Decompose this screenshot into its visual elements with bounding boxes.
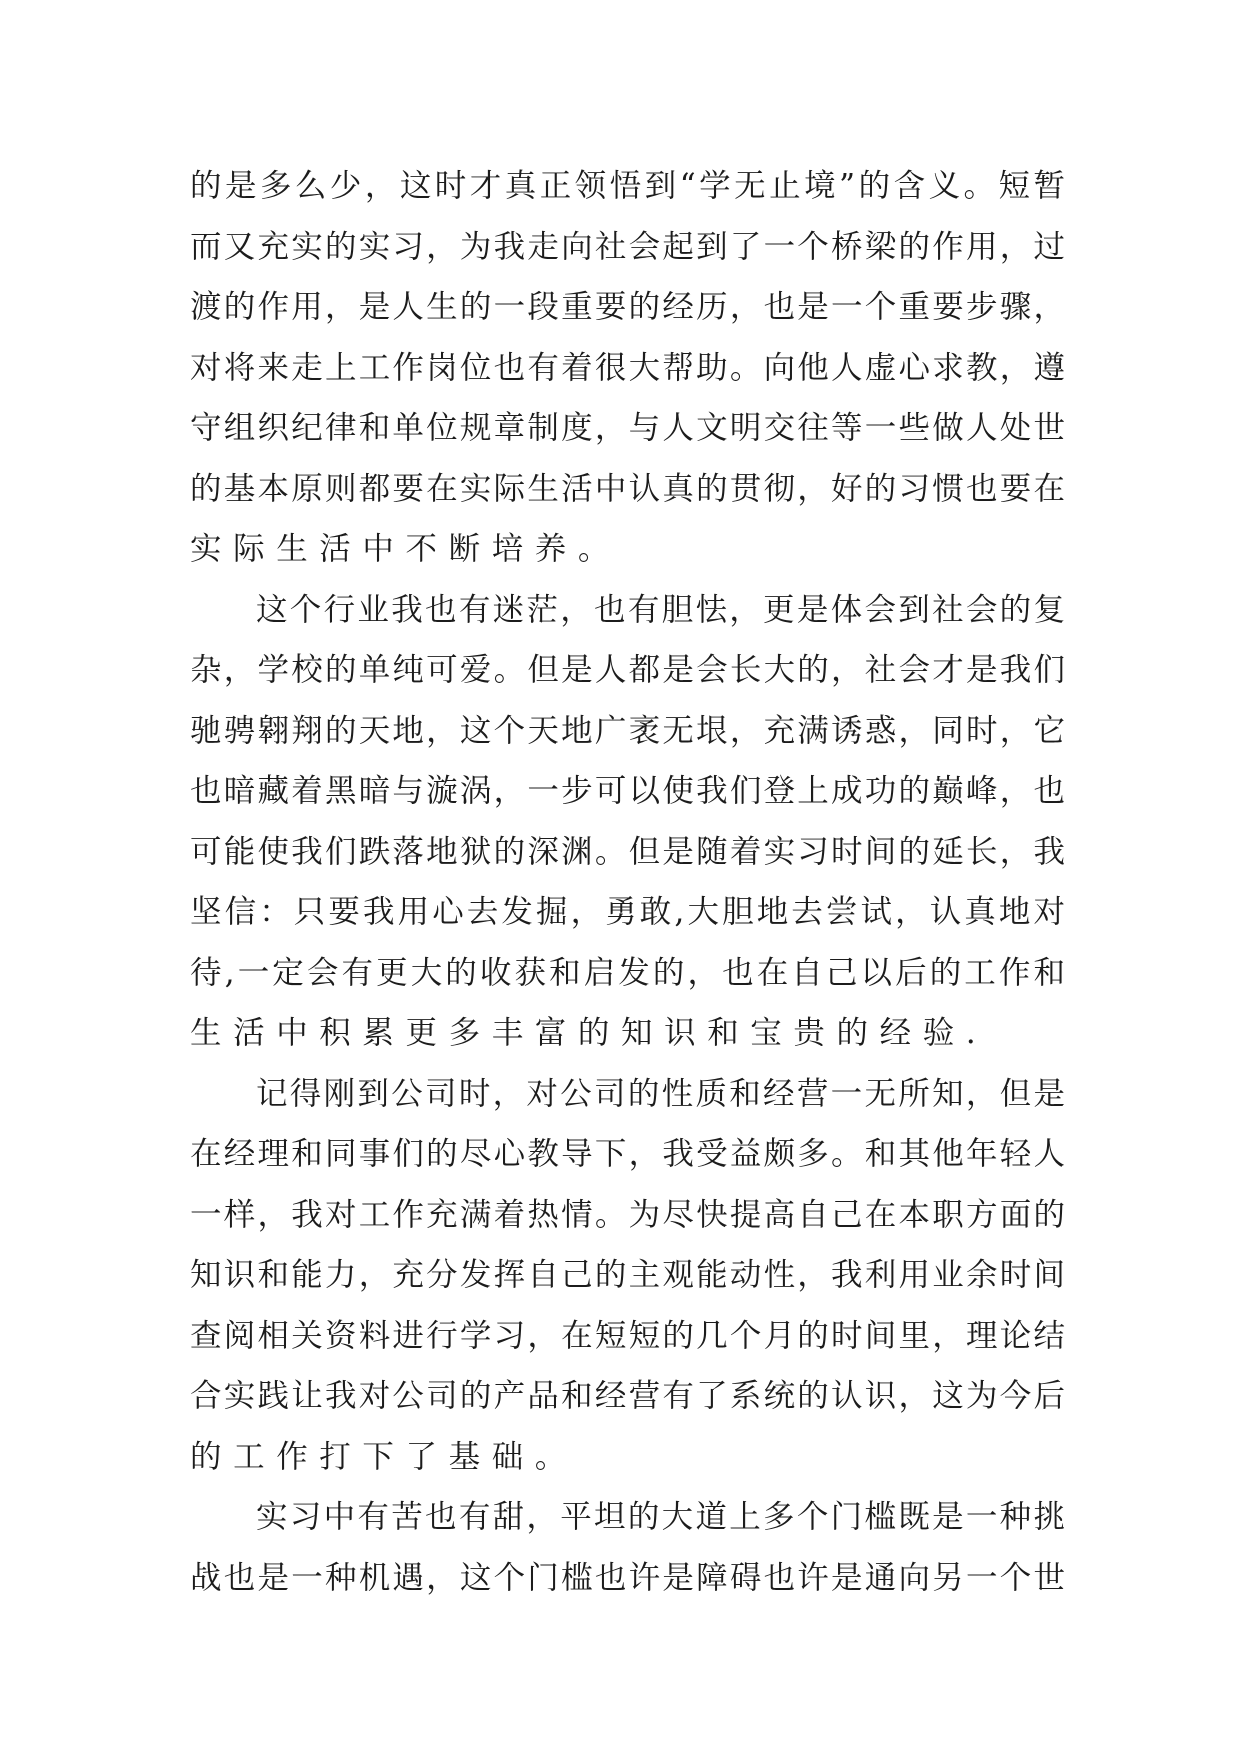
text-line: 杂，学校的单纯可爱。但是人都是会长大的，社会才是我们 xyxy=(190,652,1065,688)
text-line: 记得刚到公司时，对公司的性质和经营一无所知，但是 xyxy=(256,1075,1065,1112)
text-line: 合实践让我对公司的产品和经营有了系统的认识，这为今后 xyxy=(190,1378,1065,1414)
text-line: 的工作打下了基础。 xyxy=(190,1438,578,1475)
paragraph-4 xyxy=(190,1487,1065,1608)
text-line: 守组织纪律和单位规章制度，与人文明交往等一些做人处世 xyxy=(190,410,1065,446)
paragraph-2 xyxy=(190,580,1065,1064)
text-line: 战也是一种机遇，这个门槛也许是障碍也许是通向另一个世 xyxy=(190,1559,1065,1596)
document-body xyxy=(190,156,1065,1608)
text-line: 这个行业我也有迷茫，也有胆怯，更是体会到社会的复 xyxy=(256,591,1065,628)
text-line: 一样，我对工作充满着热情。为尽快提高自己在本职方面的 xyxy=(190,1196,1065,1233)
text-line: 渡的作用，是人生的一段重要的经历，也是一个重要步骤， xyxy=(190,289,1065,325)
text-line: 驰骋翱翔的天地，这个天地广袤无垠，充满诱惑，同时，它 xyxy=(190,712,1065,749)
paragraph-3 xyxy=(190,1064,1065,1488)
text-line: 查阅相关资料进行学习，在短短的几个月的时间里，理论结 xyxy=(190,1317,1065,1354)
text-line: 待,一定会有更大的收获和启发的，也在自己以后的工作和 xyxy=(190,954,1065,991)
text-line: 知识和能力，充分发挥自己的主观能动性，我利用业余时间 xyxy=(190,1257,1065,1293)
paragraph-1 xyxy=(190,156,1065,580)
text-line: 而又充实的实习，为我走向社会起到了一个桥梁的作用，过 xyxy=(190,228,1065,265)
text-line: 在经理和同事们的尽心教导下，我受益颇多。和其他年轻人 xyxy=(190,1136,1065,1172)
text-line: 对将来走上工作岗位也有着很大帮助。向他人虚心求教，遵 xyxy=(190,349,1065,386)
text-line: 实习中有苦也有甜，平坦的大道上多个门槛既是一种挑 xyxy=(256,1499,1065,1535)
text-line: 坚信：只要我用心去发掘，勇敢,大胆地去尝试，认真地对 xyxy=(190,894,1065,930)
text-line: 生活中积累更多丰富的知识和宝贵的经验. xyxy=(190,1015,988,1051)
text-line: 也暗藏着黑暗与漩涡，一步可以使我们登上成功的巅峰，也 xyxy=(190,773,1065,809)
text-line: 实际生活中不断培养。 xyxy=(190,531,622,567)
text-line: 可能使我们跌落地狱的深渊。但是随着实习时间的延长，我 xyxy=(190,833,1065,870)
text-line: 的是多么少，这时才真正领悟到“学无止境”的含义。短暂 xyxy=(190,168,1065,204)
text-line: 的基本原则都要在实际生活中认真的贯彻，好的习惯也要在 xyxy=(190,470,1065,507)
